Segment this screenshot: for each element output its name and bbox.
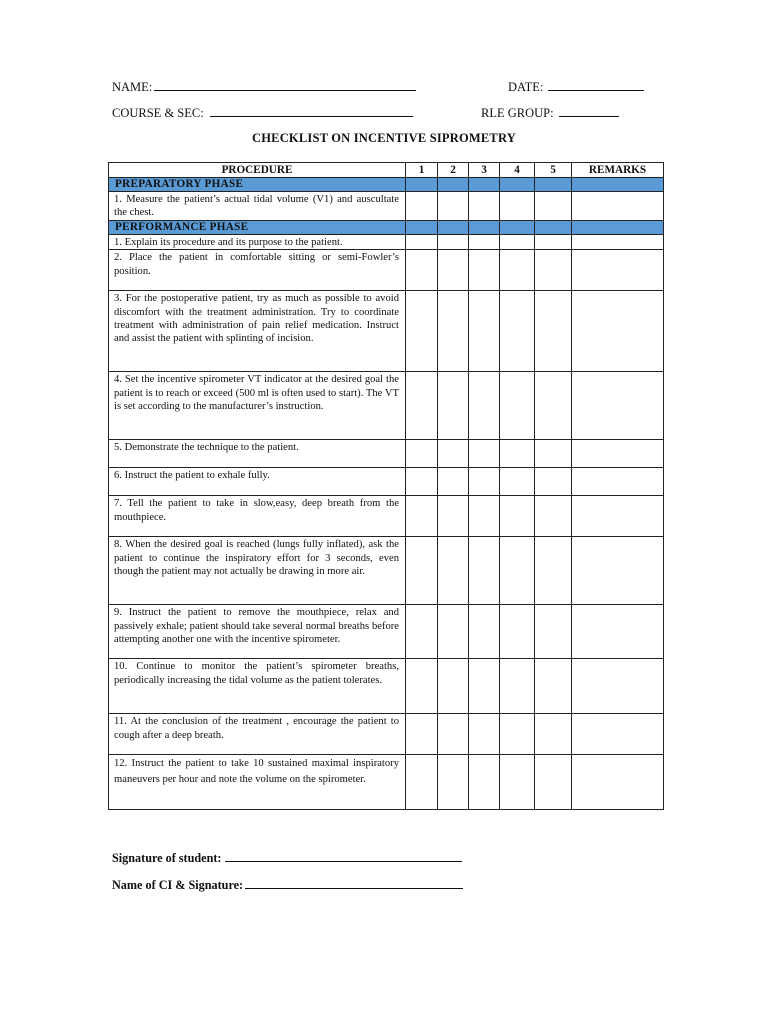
score-cell[interactable] xyxy=(535,234,572,249)
score-cell[interactable] xyxy=(535,250,572,291)
score-cell[interactable] xyxy=(438,234,469,249)
score-cell[interactable] xyxy=(438,291,469,372)
procedure-step: 1. Measure the patient’s actual tidal volume (V1) and auscultate the chest. xyxy=(109,192,406,221)
procedure-step: 3. For the postoperative patient, try as much as possible to avoid discomfort with the treatment administration. Try to coordinate treatment with administration of pain relief medication. Instruct and assist the patient with splinting of incision. xyxy=(109,291,406,372)
date-field xyxy=(508,78,644,95)
student-signature-field xyxy=(112,849,462,866)
score-cell[interactable] xyxy=(500,496,535,537)
score-cell[interactable] xyxy=(500,372,535,440)
preparatory-phase-row xyxy=(109,178,664,192)
score-cell[interactable] xyxy=(438,468,469,496)
score-cell[interactable] xyxy=(406,605,438,659)
ci-signature-blank[interactable] xyxy=(245,876,463,889)
date-blank[interactable] xyxy=(548,78,644,91)
score-cell[interactable] xyxy=(469,234,500,249)
checklist-table xyxy=(108,162,664,810)
score-cell[interactable] xyxy=(469,605,500,659)
score-cell[interactable] xyxy=(469,714,500,755)
table-row xyxy=(109,496,664,537)
table-row xyxy=(109,192,664,221)
name-blank[interactable] xyxy=(154,78,416,91)
score-cell[interactable] xyxy=(406,192,438,221)
score-cell[interactable] xyxy=(469,659,500,714)
score-cell[interactable] xyxy=(406,755,438,810)
score-cell[interactable] xyxy=(469,468,500,496)
col-3: 3 xyxy=(469,163,500,178)
col-1: 1 xyxy=(406,163,438,178)
score-cell[interactable] xyxy=(500,537,535,605)
preparatory-phase-label: PREPARATORY PHASE xyxy=(109,178,406,192)
score-cell[interactable] xyxy=(500,234,535,249)
performance-phase-label: PERFORMANCE PHASE xyxy=(109,220,406,234)
score-cell[interactable] xyxy=(535,714,572,755)
score-cell[interactable] xyxy=(469,192,500,221)
score-cell[interactable] xyxy=(469,291,500,372)
remarks-cell[interactable] xyxy=(572,755,664,810)
score-cell[interactable] xyxy=(438,372,469,440)
score-cell[interactable] xyxy=(500,714,535,755)
procedure-step: 11. At the conclusion of the treatment , encourage the patient to cough after a deep breath. xyxy=(109,714,406,755)
name-field xyxy=(112,78,416,95)
procedure-step: 12. Instruct the patient to take 10 sustained maximal inspiratory maneuvers per hour and note the volume on the spirometer. xyxy=(109,755,406,810)
score-cell[interactable] xyxy=(535,755,572,810)
score-cell[interactable] xyxy=(500,659,535,714)
student-signature-label: Signature of student: xyxy=(112,851,222,865)
course-field xyxy=(112,104,413,121)
score-cell[interactable] xyxy=(406,234,438,249)
procedure-step: 10. Continue to monitor the patient’s spirometer breaths, periodically increasing the tidal volume as the patient tolerates. xyxy=(109,659,406,714)
score-cell[interactable] xyxy=(438,605,469,659)
rle-field xyxy=(481,104,619,121)
score-cell[interactable] xyxy=(406,250,438,291)
score-cell[interactable] xyxy=(438,192,469,221)
table-row xyxy=(109,234,664,249)
score-cell[interactable] xyxy=(406,537,438,605)
remarks-cell[interactable] xyxy=(572,605,664,659)
col-procedure: PROCEDURE xyxy=(109,163,406,178)
score-cell[interactable] xyxy=(406,659,438,714)
score-cell[interactable] xyxy=(500,468,535,496)
student-signature-blank[interactable] xyxy=(225,849,462,862)
procedure-step: 1. Explain its procedure and its purpose to the patient. xyxy=(109,234,406,249)
rle-label: RLE GROUP: xyxy=(481,106,554,120)
procedure-step: 2. Place the patient in comfortable sitting or semi-Fowler’s position. xyxy=(109,250,406,291)
remarks-cell[interactable] xyxy=(572,234,664,249)
score-cell[interactable] xyxy=(469,440,500,468)
header-row xyxy=(109,163,664,178)
score-cell[interactable] xyxy=(535,440,572,468)
col-4: 4 xyxy=(500,163,535,178)
score-cell[interactable] xyxy=(406,496,438,537)
procedure-step: 5. Demonstrate the technique to the patient. xyxy=(109,440,406,468)
table-row xyxy=(109,372,664,440)
procedure-step: 6. Instruct the patient to exhale fully. xyxy=(109,468,406,496)
ci-signature-field xyxy=(112,876,463,893)
remarks-cell[interactable] xyxy=(572,496,664,537)
course-blank[interactable] xyxy=(210,104,413,117)
remarks-cell[interactable] xyxy=(572,291,664,372)
score-cell[interactable] xyxy=(535,496,572,537)
table-row xyxy=(109,440,664,468)
rle-blank[interactable] xyxy=(559,104,619,117)
score-cell[interactable] xyxy=(469,755,500,810)
table-row xyxy=(109,755,664,810)
course-label: COURSE & SEC: xyxy=(112,106,204,120)
performance-phase-row xyxy=(109,220,664,234)
remarks-cell[interactable] xyxy=(572,192,664,221)
score-cell[interactable] xyxy=(406,291,438,372)
table-row xyxy=(109,291,664,372)
score-cell[interactable] xyxy=(469,372,500,440)
table-row xyxy=(109,659,664,714)
table-row xyxy=(109,468,664,496)
score-cell[interactable] xyxy=(535,537,572,605)
remarks-cell[interactable] xyxy=(572,537,664,605)
score-cell[interactable] xyxy=(438,496,469,537)
table-row xyxy=(109,250,664,291)
score-cell[interactable] xyxy=(406,372,438,440)
name-label: NAME: xyxy=(112,80,153,94)
score-cell[interactable] xyxy=(500,192,535,221)
score-cell[interactable] xyxy=(535,291,572,372)
score-cell[interactable] xyxy=(535,372,572,440)
date-label: DATE: xyxy=(508,80,544,94)
score-cell[interactable] xyxy=(469,537,500,605)
score-cell[interactable] xyxy=(500,755,535,810)
score-cell[interactable] xyxy=(535,605,572,659)
score-cell[interactable] xyxy=(535,659,572,714)
remarks-cell[interactable] xyxy=(572,468,664,496)
procedure-step: 9. Instruct the patient to remove the mouthpiece, relax and passively exhale; patient should take several normal breaths before attempting another one with the incentive spirometer. xyxy=(109,605,406,659)
score-cell[interactable] xyxy=(500,250,535,291)
remarks-cell[interactable] xyxy=(572,440,664,468)
score-cell[interactable] xyxy=(469,496,500,537)
remarks-cell[interactable] xyxy=(572,714,664,755)
score-cell[interactable] xyxy=(500,291,535,372)
document-title: CHECKLIST ON INCENTIVE SIPROMETRY xyxy=(252,131,516,145)
remarks-cell[interactable] xyxy=(572,659,664,714)
score-cell[interactable] xyxy=(438,659,469,714)
col-5: 5 xyxy=(535,163,572,178)
procedure-step: 4. Set the incentive spirometer VT indicator at the desired goal the patient is to reach or exceed (500 ml is often used to start). The VT is set according to the manufacturer’s instruction. xyxy=(109,372,406,440)
remarks-cell[interactable] xyxy=(572,372,664,440)
table-row xyxy=(109,605,664,659)
score-cell[interactable] xyxy=(500,605,535,659)
procedure-step: 7. Tell the patient to take in slow,easy, deep breath from the mouthpiece. xyxy=(109,496,406,537)
score-cell[interactable] xyxy=(438,714,469,755)
remarks-cell[interactable] xyxy=(572,250,664,291)
score-cell[interactable] xyxy=(438,537,469,605)
score-cell[interactable] xyxy=(535,468,572,496)
col-2: 2 xyxy=(438,163,469,178)
score-cell[interactable] xyxy=(438,440,469,468)
procedure-step: 8. When the desired goal is reached (lungs fully inflated), ask the patient to continue the inspiratory effort for 3 seconds, even though the patient may not actually be drawing in more air. xyxy=(109,537,406,605)
table-row xyxy=(109,537,664,605)
score-cell[interactable] xyxy=(406,714,438,755)
score-cell[interactable] xyxy=(535,192,572,221)
score-cell[interactable] xyxy=(406,468,438,496)
col-remarks: REMARKS xyxy=(572,163,664,178)
table-row xyxy=(109,714,664,755)
score-cell[interactable] xyxy=(438,250,469,291)
ci-signature-label: Name of CI & Signature: xyxy=(112,878,244,892)
score-cell[interactable] xyxy=(500,440,535,468)
score-cell[interactable] xyxy=(438,755,469,810)
score-cell[interactable] xyxy=(406,440,438,468)
score-cell[interactable] xyxy=(469,250,500,291)
